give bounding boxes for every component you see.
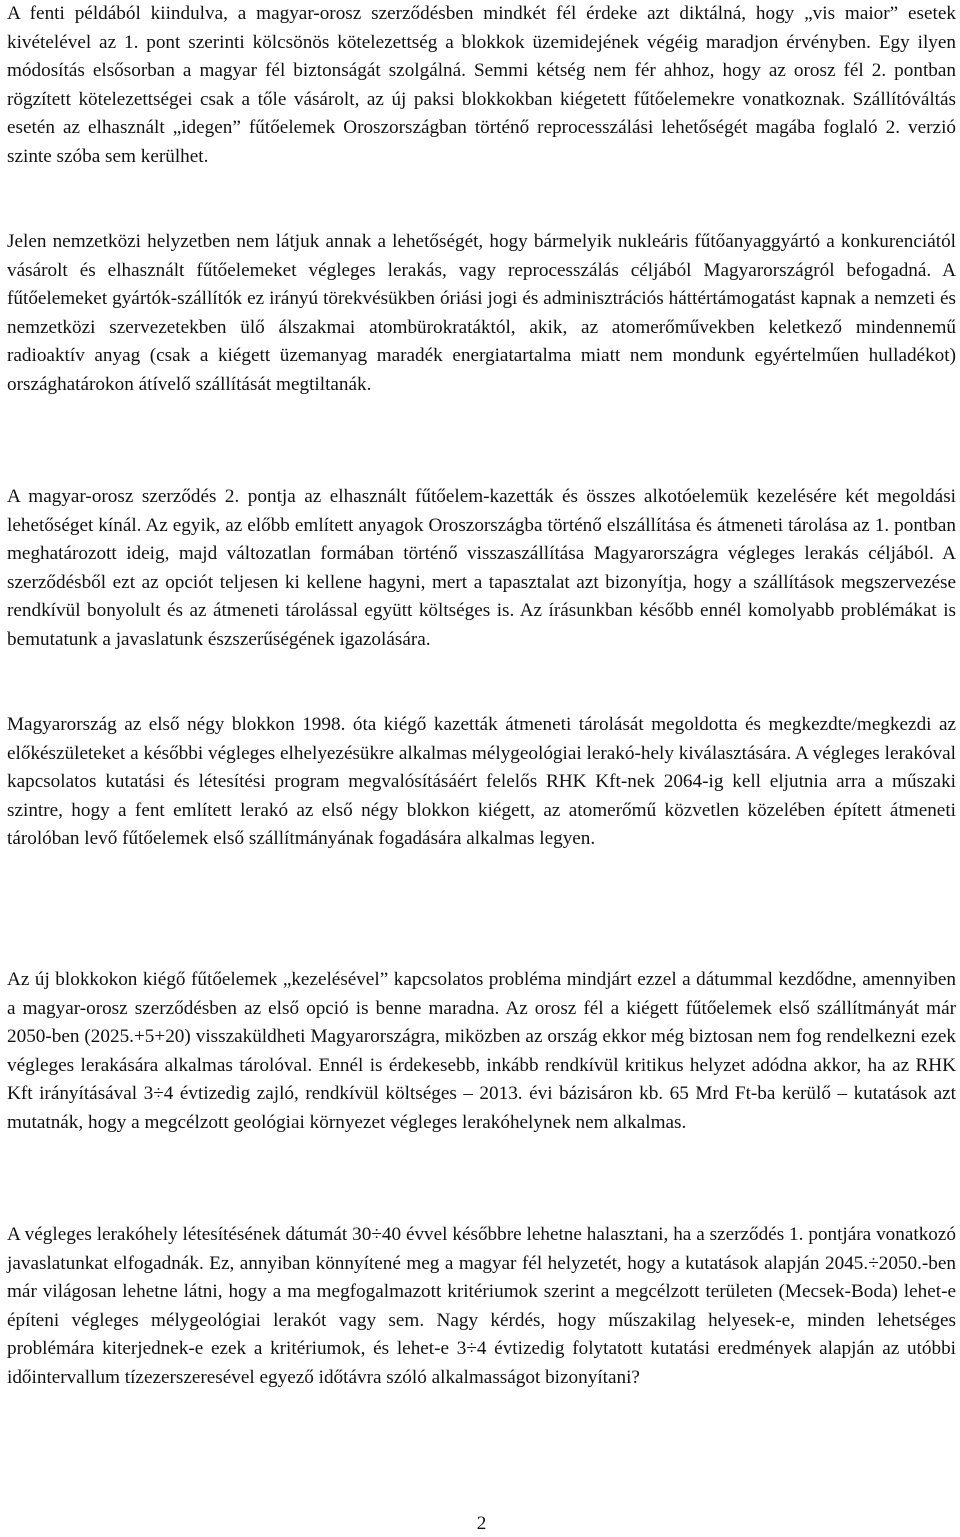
document-page [7, 0, 956, 1537]
page-number: 2 [476, 1513, 487, 1534]
paragraph-3: A magyar-orosz szerződés 2. pontja az elhasznált fűtőelem-kazetták és összes alkotóelemük kezelésére két megoldási lehetőséget kínál. Az egyik, az előbb említett anyagok Oroszországba történő elszállítása és átmeneti tárolása az 1. pontban meghatározott ideig, majd változatlan formában történő visszaszállítása Magyarországra végleges lerakás céljából. A szerződésből ezt az opciót teljesen ki kellene hagyni, mert a tapasztalat azt bizonyítja, hogy a szállítások megszervezése rendkívül bonyolult és az átmeneti tárolással együtt költséges is. Az írásunkban később ennél komolyabb problémákat is bemutatunk a javaslatunk észszerűségének igazolására. [7, 486, 956, 650]
paragraph-2: Jelen nemzetközi helyzetben nem látjuk annak a lehetőségét, hogy bármelyik nukleáris fűtőanyaggyártó a konkurenciától vásárolt és elhasznált fűtőelemeket végleges lerakás, vagy reprocesszálás céljából Magyarországról befogadná. A fűtőelemeket gyártók-szállítók ez irányú törekvésükben óriási jogi és adminisztrációs háttértámogatást kapnak a nemzeti és nemzetközi szervezetekben ülő álszakmai atombürokratáktól, akik, az atomerőművekben keletkező mindennemű radioaktív anyag (csak a kiégett üzemanyag maradék energiatartalma miatt nem mondunk egyértelműen hulladékot) országhatárokon átívelő szállítását megtiltanák. [7, 231, 956, 395]
paragraph-6: A végleges lerakóhely létesítésének dátumát 30÷40 évvel későbbre lehetne halasztani, ha a szerződés 1. pontjára vonatkozó javaslatunkat elfogadnák. Ez, annyiban könnyítené meg a magyar fél helyzetét, hogy a kutatások alapján 2045.÷2050.-ben már világosan lehetne látni, hogy a ma megfogalmazott kritériumok szerint a megcélzott területen (Mecsek-Boda) lehet-e építeni végleges mélygeológiai lerakót vagy sem. Nagy kérdés, hogy műszakilag helyesek-e, minden lehetséges problémára kiterjednek-e ezek a kritériumok, és lehet-e 3÷4 évtizedig folytatott kutatási eredmények alapján az utóbbi időintervallum tízezerszeresével egyező időtávra szóló alkalmasságot bizonyítani? [7, 1224, 956, 1388]
paragraph-5: Az új blokkokon kiégő fűtőelemek „kezelésével” kapcsolatos probléma mindjárt ezzel a dátummal kezdődne, amennyiben a magyar-orosz szerződésben az első opció is benne maradna. Az orosz fél a kiégett fűtőelemek első szállítmányát már 2050-ben (2025.+5+20) visszaküldheti Magyarországra, miközben az ország ekkor még biztosan nem fog rendelkezni ezek végleges lerakására alkalmas tárolóval. Ennél is érdekesebb, inkább rendkívül kritikus helyzet adódna akkor, ha az RHK Kft irányításával 3÷4 évtizedig zajló, rendkívül költséges – 2013. évi bázisáron kb. 65 Mrd Ft-ba kerülő – kutatások azt mutatnák, hogy a megcélzott geológiai környezet végleges lerakóhelynek nem alkalmas. [7, 969, 956, 1133]
paragraph-1: A fenti példából kiindulva, a magyar-orosz szerződésben mindkét fél érdeke azt diktálná, hogy „vis maior” esetek kivételével az 1. pont szerinti kölcsönös kötelezettség a blokkok üzemidejének végéig maradjon érvényben. Egy ilyen módosítás elsősorban a magyar fél biztonságát szolgálná. Semmi kétség nem fér ahhoz, hogy az orosz fél 2. pontban rögzített kötelezettségei csak a tőle vásárolt, az új paksi blokkokban kiégetett fűtőelemekre vonatkoznak. Szállítóváltás esetén az elhasznált „idegen” fűtőelemek Oroszországban történő reprocesszálási lehetőségét magába foglaló 2. verzió szinte szóba sem kerülhet. [7, 3, 956, 167]
paragraph-4: Magyarország az első négy blokkon 1998. óta kiégő kazetták átmeneti tárolását megoldotta és megkezdte/megkezdi az előkészületeket a későbbi végleges elhelyezésükre alkalmas mélygeológiai lerakó-hely kiválasztására. A végleges lerakóval kapcsolatos kutatási és létesítési program megvalósításáért felelős RHK Kft-nek 2064-ig kell eljutnia arra a műszaki szintre, hogy a fent említett lerakó az első négy blokkon kiégett, az atomerőmű közvetlen közelében épített átmeneti tárolóban levő fűtőelemek első szállítmányának fogadására alkalmas legyen. [7, 714, 956, 849]
